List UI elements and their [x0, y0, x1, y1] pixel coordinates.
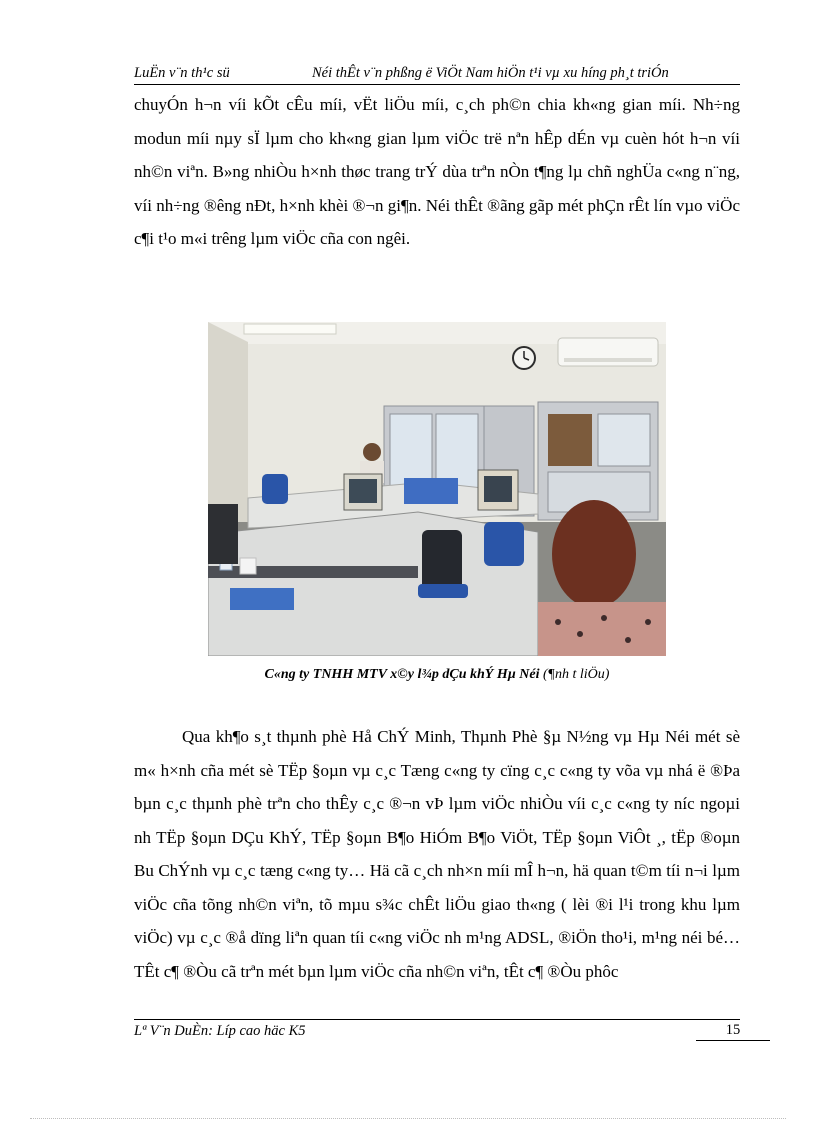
- page-bottom-divider: [30, 1118, 786, 1119]
- page-header: [134, 62, 740, 85]
- caption-source: (¶nh t liÖu): [543, 667, 610, 682]
- page-number: 15: [696, 1020, 770, 1041]
- header-thesis-title: Néi thÊt v¨n phßng ë ViÖt Nam hiÖn t¹i vµ xu híng ph¸t triÓn: [312, 65, 669, 81]
- body-paragraph-2: Qua kh¶o s¸t thµnh phè Hå ChÝ Minh, Thµnh Phè §µ N½ng vµ Hµ Néi mét sè m« h×nh cña mét sè TËp §oµn vµ c¸c Tæng c«ng ty cïng c¸c c«ng ty võa vµ nhá ë ®Þa bµn c¸c thµnh phè trªn cho thÊy c¸c ®¬n vÞ lµm viÖc nhiÒu víi c¸c c«ng ty níc ngoµi nh TËp §oµn DÇu KhÝ, TËp §oµn B¶o HiÓm B¶o ViÖt, TËp §oµn ViÔt ¸, tËp ®oµn Bu ChÝnh vµ c¸c tæng c«ng ty… Hä cã c¸ch nh×n míi mÎ h¬n, hä quan t©m tíi n¬i lµm viÖc cña tõng nh©n viªn, tõ mµu s¾c chÊt liÖu giao th«ng ( lèi ®i l¹i trong khu lµm viÖc) vµ c¸c ®å dïng liªn quan tíi c«ng viÖc nh m¹ng ADSL, ®iÖn tho¹i, m¹ng néi bé… TÊt c¶ ®Òu cã trªn mét bµn lµm viÖc cña nh©n viªn, tÊt c¶ ®Òu phôc: [134, 727, 740, 981]
- footer-author: Lª V¨n DuÈn: Líp cao häc K5: [134, 1023, 306, 1039]
- figure-caption: [134, 664, 740, 686]
- footer-divider: [134, 1019, 740, 1020]
- header-thesis-label: LuËn v¨n th¹c sü: [134, 65, 230, 81]
- office-photo: [208, 322, 666, 656]
- caption-text: C«ng ty TNHH MTV x©y l¾p dÇu khÝ Hµ Néi: [264, 667, 540, 682]
- body-paragraph-1: chuyÓn h¬n víi kÕt cÊu míi, vËt liÖu míi, c¸ch ph©n chia kh«ng gian míi. Nh÷ng modun míi nµy sÏ lµm cho kh«ng gian lµm viÖc trë nªn hÊp dÉn vµ cuèn hót h¬n víi nh©n viªn. B»ng nhiÒu h×nh thøc trang trÝ dùa trªn nÒn t¶ng lµ chñ nghÜa c«ng n¨ng, víi nh÷ng ®êng nÐt, h×nh khèi ®¬n gi¶n. Néi thÊt ®ãng gãp mét phÇn rÊt lín vµo viÖc c¶i t¹o m«i trêng lµm viÖc cña con ngêi.: [134, 95, 740, 248]
